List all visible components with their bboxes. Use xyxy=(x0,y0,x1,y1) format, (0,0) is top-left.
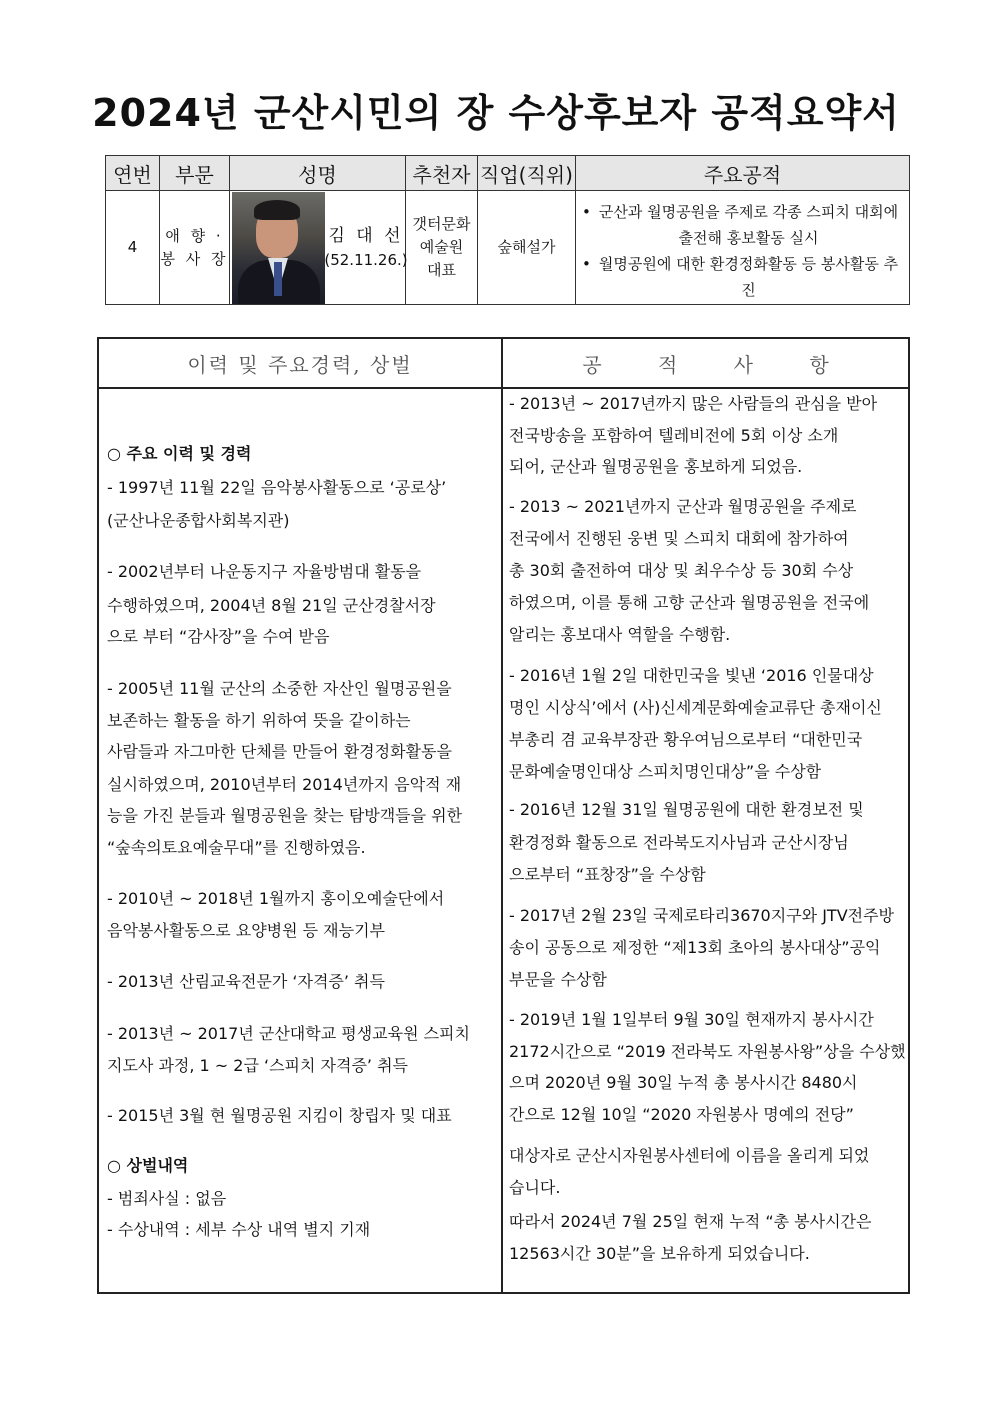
header-achievements: 주요공적 xyxy=(703,162,782,187)
cell-name xyxy=(230,191,406,304)
summary-body-row xyxy=(106,191,909,304)
right-line: 명인 시상식’에서 (사)신세계문화예술교류단 총재이신 xyxy=(509,698,882,717)
cell-recommender xyxy=(406,191,478,304)
section-heading-career: ○ 주요 이력 및 경력 xyxy=(107,444,252,463)
cell-no: 4 xyxy=(106,191,160,304)
left-line: - 2013년 ~ 2017년 군산대학교 평생교육원 스피치 xyxy=(107,1024,470,1043)
left-line: - 2002년부터 나운동지구 자율방범대 활동을 xyxy=(107,562,422,581)
recommender-line-3: 대표 xyxy=(427,261,456,279)
left-line: - 1997년 11월 22일 음악봉사활동으로 ‘공로상’ xyxy=(107,478,447,497)
right-line: 하였으며, 이를 통해 고향 군산과 월명공원을 전국에 xyxy=(509,593,870,612)
recommender-line-1: 갯터문화 xyxy=(412,215,471,233)
left-line: 수행하였으며, 2004년 8월 21일 군산경찰서장 xyxy=(107,596,436,615)
left-line: 사람들과 자그마한 단체를 만들어 환경정화활동을 xyxy=(107,742,452,761)
left-line: - 2005년 11월 군산의 소중한 자산인 월명공원을 xyxy=(107,679,452,698)
left-column-header: 이력 및 주요경력, 상벌 xyxy=(187,352,413,377)
left-line: - 2013년 산림교육전문가 ‘자격증’ 취득 xyxy=(107,972,385,991)
left-line: 지도사 과정, 1 ~ 2급 ‘스피치 자격증’ 취득 xyxy=(107,1056,409,1075)
left-line: - 2015년 3월 현 월명공원 지킴이 창립자 및 대표 xyxy=(107,1106,452,1125)
right-line: 부문을 수상함 xyxy=(509,970,607,989)
cell-category xyxy=(160,191,230,304)
left-line: (군산나운종합사회복지관) xyxy=(107,511,290,530)
left-line: “숲속의토요예술무대”를 진행하였음. xyxy=(107,838,366,857)
right-line: 총 30회 출전하여 대상 및 최우수상 등 30회 수상 xyxy=(509,561,854,580)
right-line: 2172시간으로 “2019 전라북도 자원봉사왕”상을 수상했 xyxy=(509,1042,906,1061)
summary-table xyxy=(105,155,910,305)
cell-achievements xyxy=(576,191,909,304)
right-line: 부총리 겸 교육부장관 황우여님으로부터 “대한민국 xyxy=(509,730,863,749)
right-line: 되어, 군산과 월명공원을 홍보하게 되었음. xyxy=(509,457,803,476)
detail-box xyxy=(97,337,910,1294)
right-line: 따라서 2024년 7월 25일 현재 누적 “총 봉사시간은 xyxy=(509,1212,872,1231)
header-job: 직업(직위) xyxy=(478,156,576,190)
right-line: - 2016년 1월 2일 대한민국을 빛낸 ‘2016 인물대상 xyxy=(509,666,874,685)
right-line: 전국방송을 포함하여 텔레비전에 5회 이상 소개 xyxy=(509,426,839,445)
right-line: - 2019년 1월 1일부터 9월 30일 현재까지 봉사시간 xyxy=(509,1010,874,1029)
left-line: 음악봉사활동으로 요양병원 등 재능기부 xyxy=(107,921,386,940)
left-line: - 2010년 ~ 2018년 1월까지 홍이오예술단에서 xyxy=(107,889,445,908)
left-line: 능을 가진 분들과 월명공원을 찾는 탐방객들을 위한 xyxy=(107,806,463,825)
section-heading-awards: ○ 상벌내역 xyxy=(107,1156,189,1175)
category-line-1: 애 향 · xyxy=(165,226,224,245)
right-line: 환경정화 활동으로 전라북도지사님과 군산시장님 xyxy=(509,833,849,852)
right-line: 간으로 12월 10일 “2020 자원봉사 명예의 전당” xyxy=(509,1105,854,1124)
header-recommender: 추천자 xyxy=(406,156,478,190)
left-line: 보존하는 활동을 하기 위하여 뜻을 같이하는 xyxy=(107,711,411,730)
right-line: 습니다. xyxy=(509,1178,561,1197)
left-line: - 수상내역 : 세부 수상 내역 별지 기재 xyxy=(107,1220,371,1239)
right-line: 전국에서 진행된 웅변 및 스피치 대회에 참가하여 xyxy=(509,529,849,548)
document-title: 2024년 군산시민의 장 수상후보자 공적요약서 xyxy=(92,91,900,135)
candidate-birth: (52.11.26.) xyxy=(324,251,408,269)
right-line: - 2013 ~ 2021년까지 군산과 월명공원을 주제로 xyxy=(509,497,857,516)
right-column-header: 공 적 사 항 xyxy=(582,352,829,377)
right-line: 으며 2020년 9월 30일 누적 총 봉사시간 8480시 xyxy=(509,1073,858,1092)
header-name: 성명 xyxy=(230,156,406,190)
left-line: 실시하였으며, 2010년부터 2014년까지 음악적 재 xyxy=(107,775,462,794)
right-line: - 2016년 12월 31일 월명공원에 대한 환경보전 및 xyxy=(509,800,864,819)
right-line: - 2013년 ~ 2017년까지 많은 사람들의 관심을 받아 xyxy=(509,394,878,413)
header-no: 연번 xyxy=(106,156,160,190)
achievement-item: • 군산과 월명공원을 주제로 각종 스피치 대회에 출전해 홍보활동 실시 xyxy=(596,199,901,251)
right-line: 알리는 홍보대사 역할을 수행함. xyxy=(509,625,731,644)
left-line: - 범죄사실 : 없음 xyxy=(107,1189,227,1208)
right-line: 12563시간 30분”을 보유하게 되었습니다. xyxy=(509,1244,810,1263)
right-line: 문화예술명인대상 스피치명인대상”을 수상함 xyxy=(509,762,822,781)
candidate-photo xyxy=(232,192,325,304)
right-line: 으로부터 “표창장”을 수상함 xyxy=(509,865,706,884)
cell-job: 숲해설가 xyxy=(478,191,576,304)
category-line-2: 봉 사 장 xyxy=(160,249,229,268)
right-line: 대상자로 군산시자원봉사센터에 이름을 올리게 되었 xyxy=(509,1146,870,1165)
summary-header-row xyxy=(106,156,909,191)
right-line: - 2017년 2월 23일 국제로타리3670지구와 JTV전주방 xyxy=(509,906,895,925)
achievement-item: • 월명공원에 대한 환경정화활동 등 봉사활동 추진 xyxy=(596,251,901,303)
header-category: 부문 xyxy=(160,156,230,190)
left-line: 으로 부터 “감사장”을 수여 받음 xyxy=(107,627,330,646)
recommender-line-2: 예술원 xyxy=(419,238,464,256)
right-line: 송이 공동으로 제정한 “제13회 초아의 봉사대상”공익 xyxy=(509,938,881,957)
candidate-name: 김 대 선 xyxy=(328,226,404,246)
